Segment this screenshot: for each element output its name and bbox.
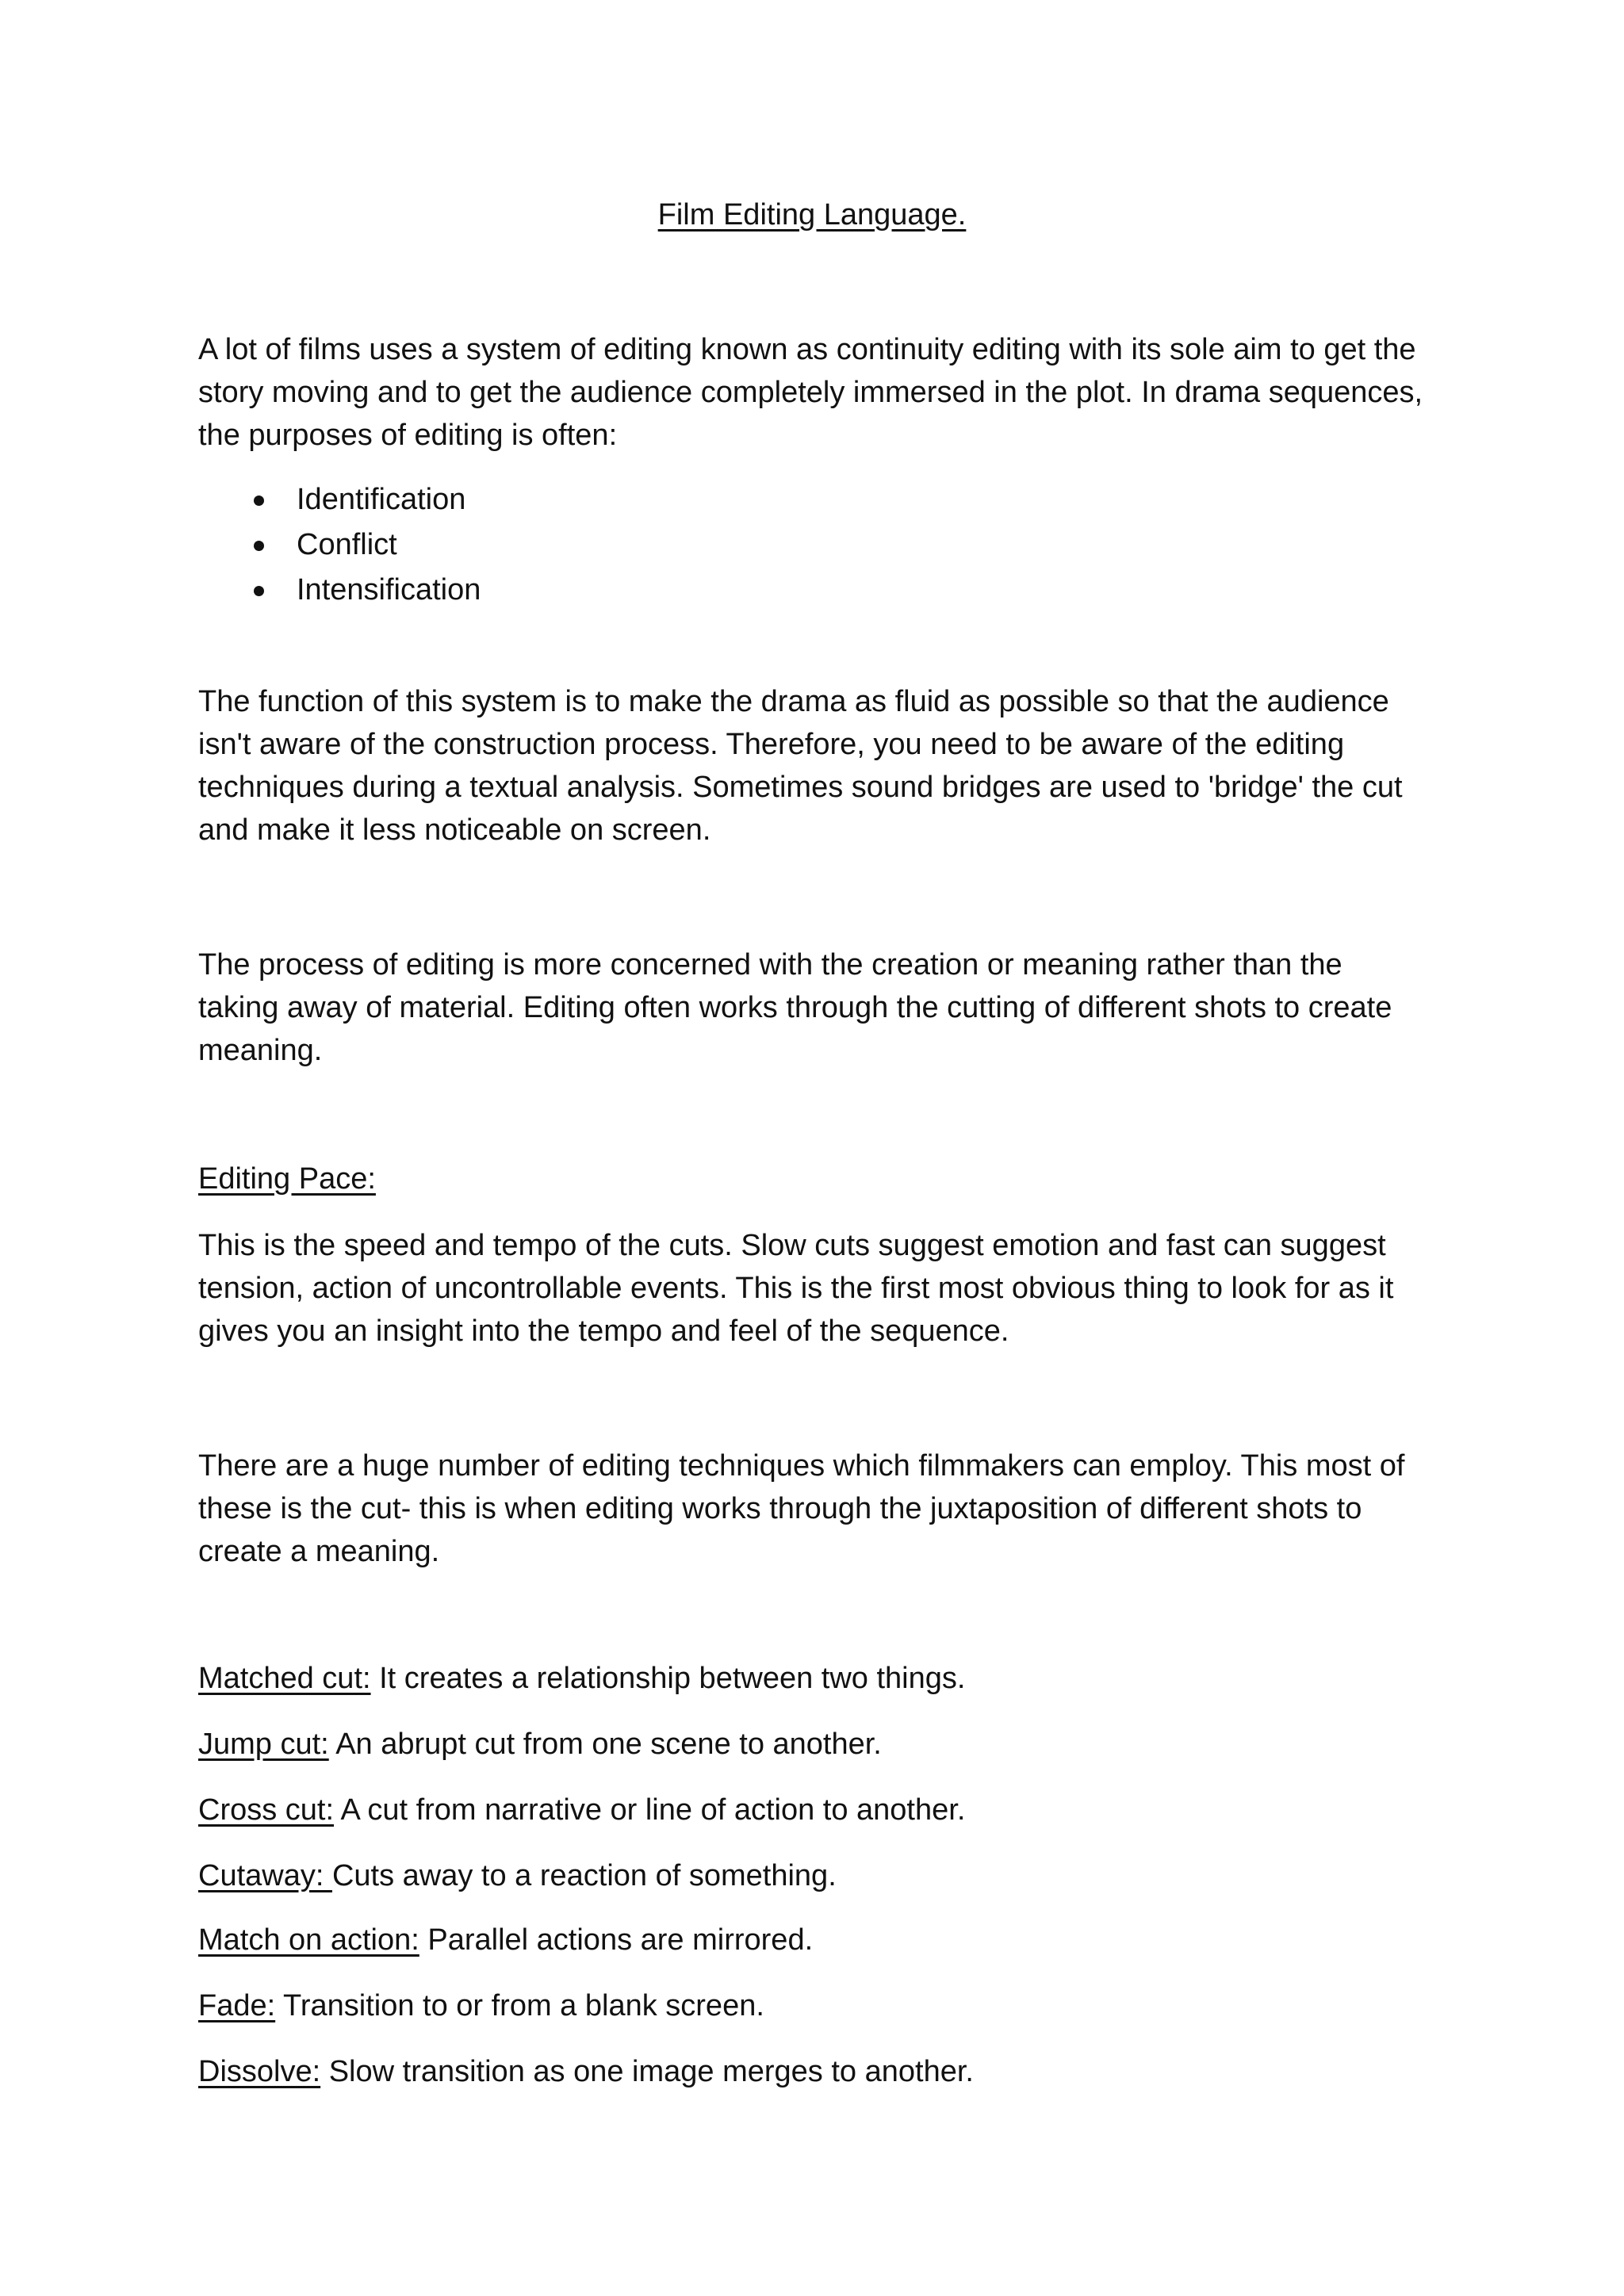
paragraph-line: The process of editing is more concerned with the creation or meaning rather than the bbox=[198, 948, 1342, 982]
section-heading: Editing Pace: bbox=[198, 1162, 376, 1196]
editing-pace-paragraph bbox=[198, 1224, 1443, 1353]
term-row bbox=[198, 1984, 764, 2027]
list-item-label: Identification bbox=[297, 483, 466, 516]
term-label: Dissolve: bbox=[198, 2055, 321, 2088]
term-definition: Cuts away to a reaction of something. bbox=[331, 1859, 837, 1892]
term-label: Fade: bbox=[198, 1989, 276, 2022]
process-paragraph bbox=[198, 943, 1443, 1072]
term-row bbox=[198, 2050, 974, 2093]
term-definition: Slow transition as one image merges to another. bbox=[320, 2055, 974, 2088]
term-row bbox=[198, 1723, 882, 1766]
paragraph-line: techniques during a textual analysis. Sometimes sound bridges are used to 'bridge' the cut bbox=[198, 771, 1403, 804]
paragraph-line: There are a huge number of editing techniques which filmmakers can employ. This most of bbox=[198, 1449, 1405, 1483]
paragraph-line: A lot of films uses a system of editing known as continuity editing with its sole aim to get the bbox=[198, 333, 1416, 366]
editing-pace-heading bbox=[198, 1158, 1443, 1200]
paragraph-line: story moving and to get the audience completely immersed in the plot. In drama sequences, bbox=[198, 376, 1423, 409]
techniques-paragraph bbox=[198, 1445, 1443, 1573]
paragraph-line: The function of this system is to make the drama as fluid as possible so that the audience bbox=[198, 685, 1389, 718]
paragraph-line: tension, action of uncontrollable events. This is the first most obvious thing to look for as it bbox=[198, 1272, 1394, 1305]
paragraph-line: This is the speed and tempo of the cuts. Slow cuts suggest emotion and fast can suggest bbox=[198, 1229, 1386, 1262]
paragraph-line: these is the cut- this is when editing works through the juxtaposition of different shots to bbox=[198, 1492, 1362, 1525]
term-definition: A cut from narrative or line of action to another. bbox=[334, 1793, 966, 1827]
term-label: Jump cut: bbox=[198, 1728, 329, 1761]
bullet-icon bbox=[254, 496, 264, 506]
paragraph-line: isn't aware of the construction process. Therefore, you need to be aware of the editing bbox=[198, 728, 1345, 761]
paragraph-line: create a meaning. bbox=[198, 1535, 440, 1568]
term-definition: Parallel actions are mirrored. bbox=[419, 1923, 814, 1957]
paragraph-line: taking away of material. Editing often works through the cutting of different shots to create bbox=[198, 991, 1392, 1024]
paragraph-line: the purposes of editing is often: bbox=[198, 419, 618, 452]
term-label: Cross cut: bbox=[198, 1793, 335, 1827]
paragraph-line: meaning. bbox=[198, 1034, 323, 1067]
term-row bbox=[198, 1854, 837, 1897]
list-item-label: Intensification bbox=[297, 573, 481, 607]
term-label: Cutaway: bbox=[198, 1859, 332, 1892]
bullet-icon bbox=[254, 586, 264, 596]
intro-paragraph bbox=[198, 328, 1443, 457]
term-row bbox=[198, 1919, 813, 1961]
term-definition: It creates a relationship between two things. bbox=[370, 1662, 966, 1695]
term-row bbox=[198, 1657, 965, 1700]
term-label: Matched cut: bbox=[198, 1662, 371, 1695]
list-item-label: Conflict bbox=[297, 528, 397, 561]
bullet-icon bbox=[254, 541, 264, 551]
paragraph-line: gives you an insight into the tempo and feel of the sequence. bbox=[198, 1314, 1009, 1348]
term-label: Match on action: bbox=[198, 1923, 419, 1957]
term-definition: An abrupt cut from one scene to another. bbox=[328, 1728, 882, 1761]
paragraph-line: and make it less noticeable on screen. bbox=[198, 813, 711, 847]
function-paragraph bbox=[198, 680, 1443, 851]
term-definition: Transition to or from a blank screen. bbox=[275, 1989, 764, 2022]
document-title: Film Editing Language. bbox=[657, 198, 967, 232]
term-row bbox=[198, 1789, 965, 1831]
